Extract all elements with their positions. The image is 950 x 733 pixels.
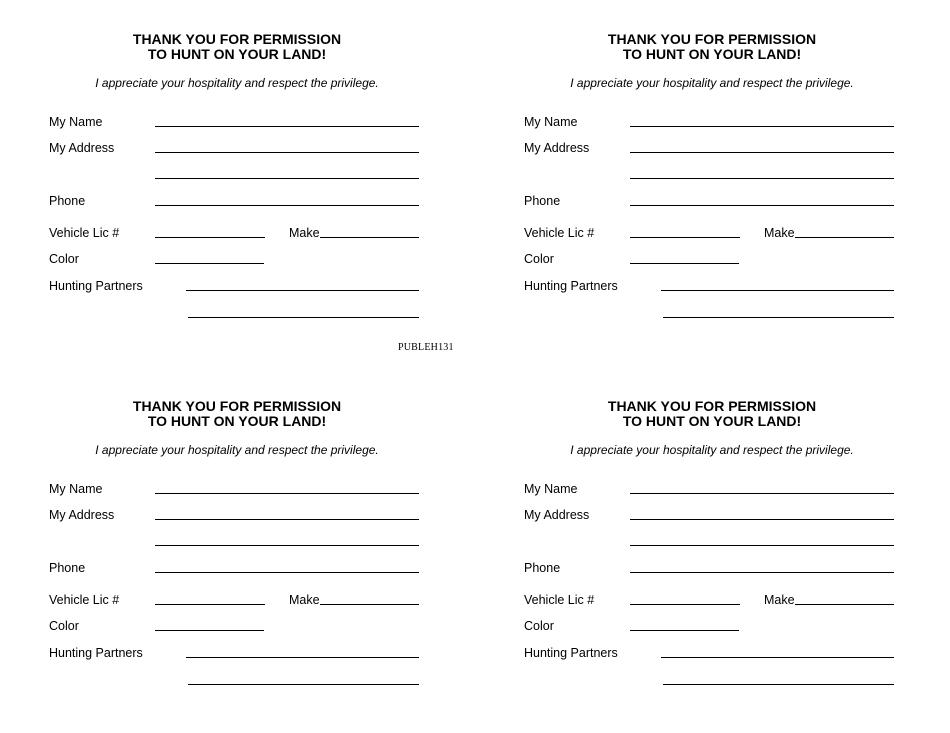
color-field[interactable] [630,263,739,264]
my-address-field-line2[interactable] [630,178,894,179]
card-title-line1: THANK YOU FOR PERMISSION [132,31,342,47]
my-address-field-line2[interactable] [630,545,894,546]
hunting-partners-field-line1[interactable] [661,290,894,291]
make-label: Make [289,593,320,607]
color-label: Color [524,619,554,633]
card-subtitle: I appreciate your hospitality and respect the privilege. [570,76,854,90]
phone-label: Phone [49,561,86,575]
publication-code: PUBLEH131 [398,342,454,353]
make-field[interactable] [795,237,894,238]
my-address-field-line1[interactable] [155,152,419,153]
my-address-label: My Address [49,508,115,522]
permission-card-top-right [502,30,942,360]
color-label: Color [49,619,79,633]
vehicle-lic-label: Vehicle Lic # [524,226,595,240]
my-address-field-line2[interactable] [155,178,419,179]
hunting-partners-field-line1[interactable] [661,657,894,658]
phone-field[interactable] [155,205,419,206]
card-title-line2: TO HUNT ON YOUR LAND! [622,46,802,62]
hunting-partners-field-line2[interactable] [188,317,419,318]
make-field[interactable] [320,237,419,238]
my-name-field[interactable] [155,493,419,494]
vehicle-lic-label: Vehicle Lic # [49,226,120,240]
make-label: Make [764,226,795,240]
vehicle-lic-label: Vehicle Lic # [524,593,595,607]
my-name-field[interactable] [630,126,894,127]
hunting-partners-field-line2[interactable] [663,684,894,685]
permission-card-bottom-left [27,397,467,727]
card-subtitle: I appreciate your hospitality and respect the privilege. [95,443,379,457]
phone-field[interactable] [630,205,894,206]
permission-card-bottom-right [502,397,942,727]
color-field[interactable] [155,630,264,631]
vehicle-lic-field[interactable] [630,604,740,605]
phone-field[interactable] [155,572,419,573]
phone-label: Phone [524,561,561,575]
hunting-partners-label: Hunting Partners [49,279,143,293]
color-label: Color [49,252,79,266]
my-address-label: My Address [524,141,590,155]
color-label: Color [524,252,554,266]
card-title-line1: THANK YOU FOR PERMISSION [607,31,817,47]
my-address-field-line2[interactable] [155,545,419,546]
phone-field[interactable] [630,572,894,573]
make-label: Make [764,593,795,607]
make-label: Make [289,226,320,240]
my-address-field-line1[interactable] [630,152,894,153]
my-address-label: My Address [49,141,115,155]
color-field[interactable] [630,630,739,631]
my-address-label: My Address [524,508,590,522]
my-name-label: My Name [524,115,578,129]
my-name-field[interactable] [630,493,894,494]
hunting-partners-field-line2[interactable] [188,684,419,685]
my-name-label: My Name [49,482,103,496]
hunting-partners-label: Hunting Partners [524,646,618,660]
card-title-line2: TO HUNT ON YOUR LAND! [147,413,327,429]
card-title-line1: THANK YOU FOR PERMISSION [132,398,342,414]
card-subtitle: I appreciate your hospitality and respect the privilege. [95,76,379,90]
hunting-partners-label: Hunting Partners [49,646,143,660]
hunting-partners-label: Hunting Partners [524,279,618,293]
card-subtitle: I appreciate your hospitality and respect the privilege. [570,443,854,457]
my-address-field-line1[interactable] [155,519,419,520]
vehicle-lic-label: Vehicle Lic # [49,593,120,607]
hunting-partners-field-line1[interactable] [186,657,419,658]
color-field[interactable] [155,263,264,264]
phone-label: Phone [49,194,86,208]
hunting-partners-field-line1[interactable] [186,290,419,291]
make-field[interactable] [795,604,894,605]
vehicle-lic-field[interactable] [630,237,740,238]
my-name-field[interactable] [155,126,419,127]
permission-card-top-left [27,30,467,360]
card-title-line2: TO HUNT ON YOUR LAND! [147,46,327,62]
vehicle-lic-field[interactable] [155,604,265,605]
make-field[interactable] [320,604,419,605]
hunting-partners-field-line2[interactable] [663,317,894,318]
vehicle-lic-field[interactable] [155,237,265,238]
phone-label: Phone [524,194,561,208]
card-title-line1: THANK YOU FOR PERMISSION [607,398,817,414]
my-name-label: My Name [524,482,578,496]
my-address-field-line1[interactable] [630,519,894,520]
my-name-label: My Name [49,115,103,129]
card-title-line2: TO HUNT ON YOUR LAND! [622,413,802,429]
